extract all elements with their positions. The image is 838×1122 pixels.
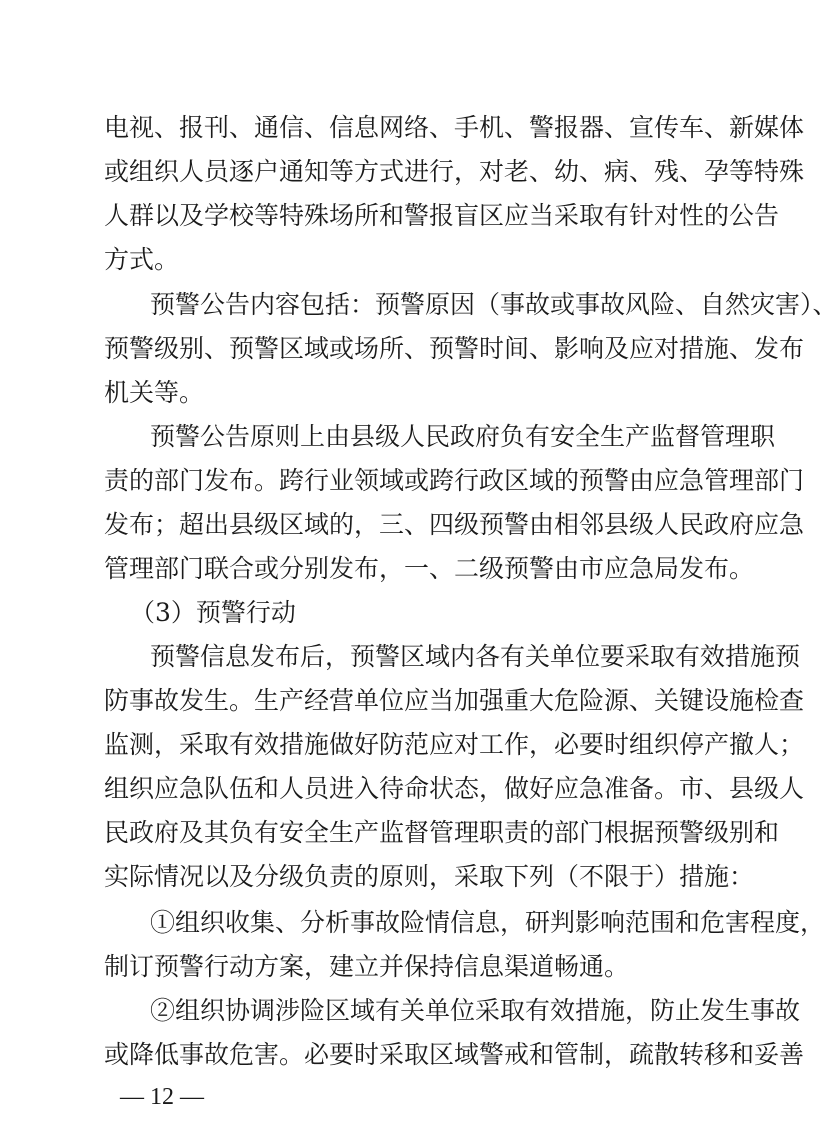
body-text-line: 实际情况以及分级负责的原则，采取下列（不限于）措施： [104,862,755,891]
body-text-line: 或降低事故危害。必要时采取区域警戒和管制，疏散转移和妥善 [104,1040,805,1069]
body-text-line: 管理部门联合或分别发布，一、二级预警由市应急局发布。 [104,554,755,583]
paragraph-first-line: 预警公告原则上由县级人民政府负有安全生产监督管理职 [150,422,776,451]
paragraph-first-line: 预警信息发布后，预警区域内各有关单位要采取有效措施预 [150,642,801,671]
section-heading: （3）预警行动 [130,598,296,627]
body-text-line: 防事故发生。生产经营单位应当加强重大危险源、关键设施检查 [104,686,805,715]
body-text-line: 或组织人员逐户通知等方式进行，对老、幼、病、残、孕等特殊 [104,157,805,186]
list-item-first-line: ①组织收集、分析事故险情信息，研判影响范围和危害程度， [150,908,826,937]
body-text-line: 电视、报刊、通信、信息网络、手机、警报器、宣传车、新媒体 [104,113,805,142]
body-text-line: 组织应急队伍和人员进入待命状态，做好应急准备。市、县级人 [104,774,805,803]
body-text-line: 责的部门发布。跨行业领域或跨行政区域的预警由应急管理部门 [104,466,805,495]
body-text-line: 人群以及学校等特殊场所和警报盲区应当采取有针对性的公告 [104,201,780,230]
body-text-line: 民政府及其负有安全生产监督管理职责的部门根据预警级别和 [104,818,780,847]
body-text-line: 预警级别、预警区域或场所、预警时间、影响及应对措施、发布 [104,334,805,363]
body-text-line: 制订预警行动方案，建立并保持信息渠道畅通。 [104,952,630,981]
body-text-line: 机关等。 [104,378,205,407]
paragraph-first-line: 预警公告内容包括：预警原因（事故或事故风险、自然灾害）、 [150,290,838,319]
body-text-line: 监测，采取有效措施做好防范应对工作，必要时组织停产撤人； [104,730,805,759]
body-text-line: 方式。 [104,245,180,274]
page-number: — 12 — [120,1084,204,1110]
body-text-line: 发布；超出县级区域的，三、四级预警由相邻县级人民政府应急 [104,510,805,539]
list-item-first-line: ②组织协调涉险区域有关单位采取有效措施，防止发生事故 [150,996,801,1025]
